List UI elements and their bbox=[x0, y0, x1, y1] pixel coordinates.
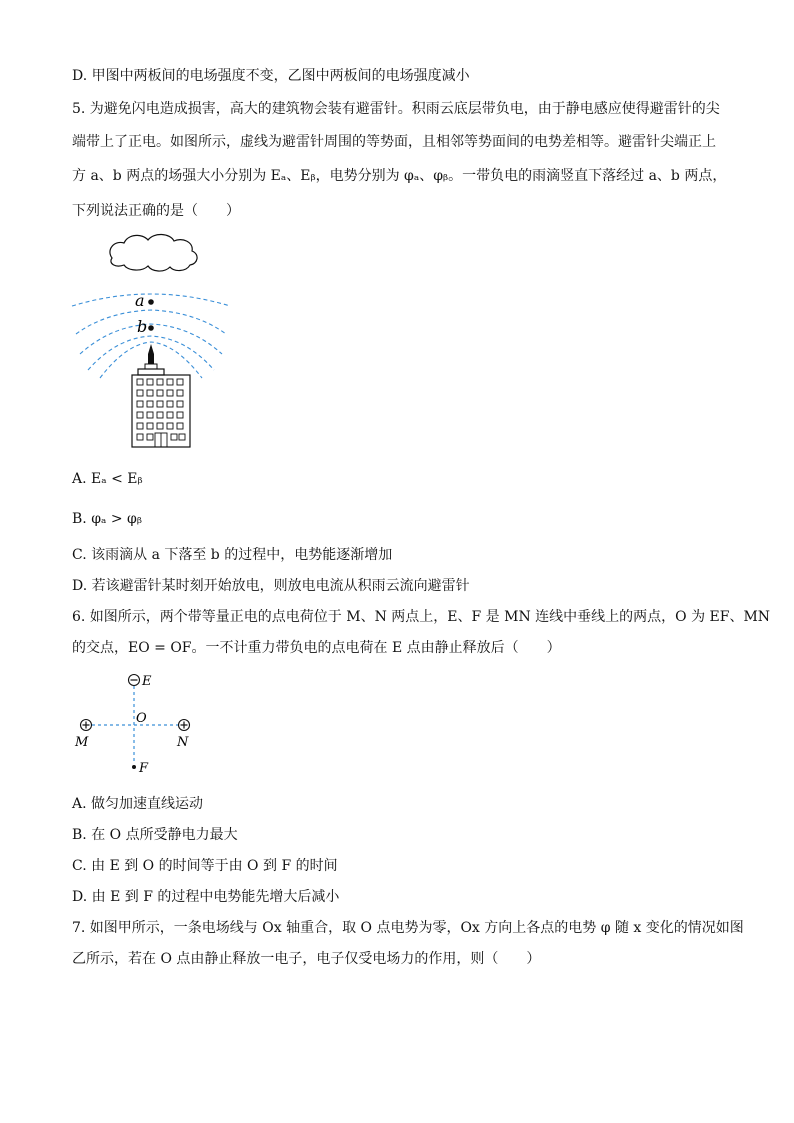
q5-option-b: B. φₐ > φᵦ bbox=[72, 511, 142, 527]
point-a bbox=[148, 299, 154, 305]
q6-option-a: A. 做匀加速直线运动 bbox=[72, 796, 204, 812]
q5-stem-line1: 5. 为避免闪电造成损害，高大的建筑物会装有避雷针。积雨云底层带负电，由于静电感应使得避雷针的尖 bbox=[72, 101, 720, 117]
lightning-rod bbox=[148, 344, 154, 364]
q6-stem-line2: 的交点，EO = OF。一不计重力带负电的点电荷在 E 点由静止释放后（ ） bbox=[72, 640, 561, 656]
q6-stem-line1: 6. 如图所示，两个带等量正电的点电荷位于 M、N 两点上，E、F 是 MN 连线中垂线上的两点，O 为 EF、MN bbox=[72, 609, 771, 625]
q5-option-d: D. 若该避雷针某时刻开始放电，则放电电流从积雨云流向避雷针 bbox=[72, 578, 470, 594]
cloud-icon bbox=[110, 234, 197, 271]
point-F bbox=[132, 765, 136, 769]
label-E: E bbox=[142, 674, 152, 689]
label-O: O bbox=[136, 711, 147, 726]
label-a: a bbox=[135, 291, 145, 310]
q6-option-c: C. 由 E 到 O 的时间等于由 O 到 F 的时间 bbox=[72, 858, 338, 874]
building-icon bbox=[132, 369, 190, 447]
q4-option-d: D. 甲图中两板间的电场强度不变，乙图中两板间的电场强度减小 bbox=[72, 68, 470, 84]
q5-stem-line3: 方 a、b 两点的场强大小分别为 Eₐ、Eᵦ，电势分别为 φₐ、φᵦ。一带负电的雨滴竖直下落经过 a、b 两点， bbox=[72, 168, 727, 184]
q5-stem-line4: 下列说法正确的是（ ） bbox=[72, 203, 240, 219]
q6-option-b: B. 在 O 点所受静电力最大 bbox=[72, 827, 238, 843]
q6-option-d: D. 由 E 到 F 的过程中电势能先增大后减小 bbox=[72, 889, 340, 905]
label-F: F bbox=[139, 761, 149, 776]
q7-stem-line1: 7. 如图甲所示，一条电场线与 Ox 轴重合，取 O 点电势为零，Ox 方向上各点的电势 φ 随 x 变化的情况如图 bbox=[72, 920, 744, 936]
charges-figure bbox=[70, 668, 210, 780]
label-b: b bbox=[137, 317, 148, 336]
point-b bbox=[148, 325, 154, 331]
label-N: N bbox=[177, 735, 189, 750]
label-M: M bbox=[75, 735, 89, 750]
q5-option-a: A. Eₐ < Eᵦ bbox=[72, 471, 143, 487]
q5-stem-line2: 端带上了正电。如图所示，虚线为避雷针周围的等势面，且相邻等势面间的电势差相等。避雷针尖端正上 bbox=[72, 134, 716, 150]
q7-stem-line2: 乙所示，若在 O 点由静止释放一电子，电子仅受电场力的作用，则（ ） bbox=[72, 951, 541, 967]
lightning-rod-figure bbox=[66, 226, 246, 456]
q5-option-c: C. 该雨滴从 a 下落至 b 的过程中，电势能逐渐增加 bbox=[72, 547, 393, 563]
equipotential-lines bbox=[72, 294, 230, 378]
